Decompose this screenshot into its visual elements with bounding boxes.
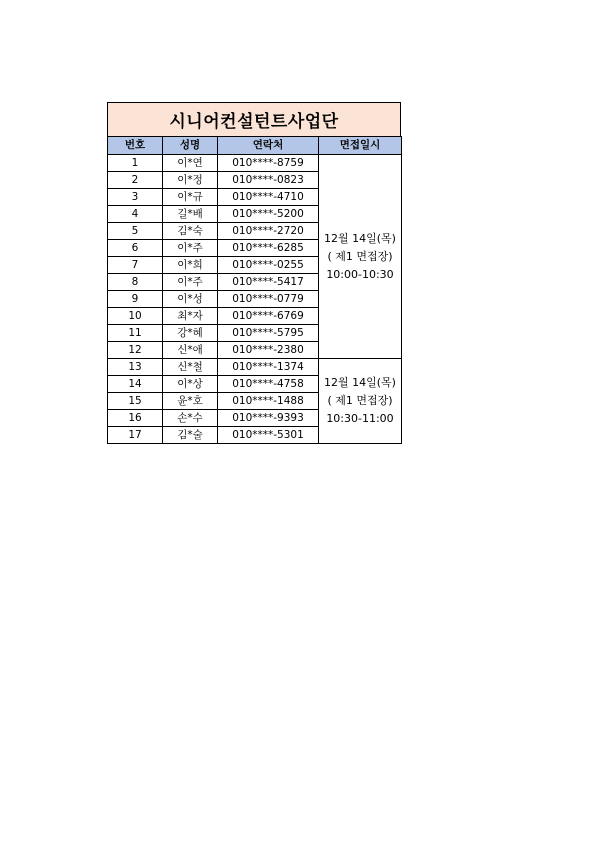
cell-name: 이*성 <box>163 291 218 308</box>
schedule-cell-group-1 <box>319 155 402 359</box>
cell-number: 12 <box>108 342 163 359</box>
cell-phone: 010****-4710 <box>218 189 319 206</box>
cell-phone: 010****-2720 <box>218 223 319 240</box>
cell-phone: 010****-8759 <box>218 155 319 172</box>
cell-number: 2 <box>108 172 163 189</box>
table-row <box>108 359 402 376</box>
sheet-title: 시니어컨설턴트사업단 <box>107 102 401 136</box>
cell-phone: 010****-2380 <box>218 342 319 359</box>
cell-name: 신*철 <box>163 359 218 376</box>
cell-name: 강*혜 <box>163 325 218 342</box>
cell-number: 15 <box>108 393 163 410</box>
schedule-place: ( 제1 면접장) <box>327 394 393 407</box>
schedule-place: ( 제1 면접장) <box>327 249 393 263</box>
cell-name: 길*배 <box>163 206 218 223</box>
cell-phone: 010****-5200 <box>218 206 319 223</box>
cell-number: 9 <box>108 291 163 308</box>
schedule-date: 12월 14일(목) <box>324 376 396 389</box>
cell-name: 최*자 <box>163 308 218 325</box>
header-number: 번호 <box>108 137 163 155</box>
cell-number: 11 <box>108 325 163 342</box>
cell-phone: 010****-0823 <box>218 172 319 189</box>
cell-phone: 010****-0779 <box>218 291 319 308</box>
cell-name: 이*희 <box>163 257 218 274</box>
cell-number: 17 <box>108 427 163 444</box>
cell-number: 1 <box>108 155 163 172</box>
cell-name: 윤*호 <box>163 393 218 410</box>
cell-name: 김*숙 <box>163 223 218 240</box>
cell-number: 8 <box>108 274 163 291</box>
cell-phone: 010****-5795 <box>218 325 319 342</box>
cell-number: 3 <box>108 189 163 206</box>
cell-name: 이*정 <box>163 172 218 189</box>
schedule-time: 10:00-10:30 <box>326 267 394 281</box>
header-schedule: 면접일시 <box>319 137 402 155</box>
cell-number: 14 <box>108 376 163 393</box>
cell-phone: 010****-1488 <box>218 393 319 410</box>
cell-number: 6 <box>108 240 163 257</box>
interview-table <box>107 136 402 444</box>
cell-phone: 010****-9393 <box>218 410 319 427</box>
schedule-date: 12월 14일(목) <box>324 231 396 245</box>
header-row <box>108 137 402 155</box>
cell-name: 이*주 <box>163 240 218 257</box>
cell-number: 10 <box>108 308 163 325</box>
cell-name: 신*애 <box>163 342 218 359</box>
cell-number: 4 <box>108 206 163 223</box>
cell-name: 이*규 <box>163 189 218 206</box>
cell-phone: 010****-5301 <box>218 427 319 444</box>
cell-name: 손*수 <box>163 410 218 427</box>
cell-phone: 010****-6769 <box>218 308 319 325</box>
cell-number: 16 <box>108 410 163 427</box>
cell-phone: 010****-1374 <box>218 359 319 376</box>
schedule-cell-group-2 <box>319 359 402 444</box>
cell-number: 7 <box>108 257 163 274</box>
cell-name: 이*상 <box>163 376 218 393</box>
cell-phone: 010****-5417 <box>218 274 319 291</box>
table-row <box>108 155 402 172</box>
schedule-time: 10:30-11:00 <box>326 412 394 425</box>
header-name: 성명 <box>163 137 218 155</box>
cell-name: 이*연 <box>163 155 218 172</box>
header-phone: 연락처 <box>218 137 319 155</box>
cell-number: 5 <box>108 223 163 240</box>
cell-phone: 010****-4758 <box>218 376 319 393</box>
interview-schedule-sheet <box>107 102 401 444</box>
cell-number: 13 <box>108 359 163 376</box>
cell-phone: 010****-6285 <box>218 240 319 257</box>
cell-phone: 010****-0255 <box>218 257 319 274</box>
cell-name: 이*주 <box>163 274 218 291</box>
cell-name: 김*술 <box>163 427 218 444</box>
